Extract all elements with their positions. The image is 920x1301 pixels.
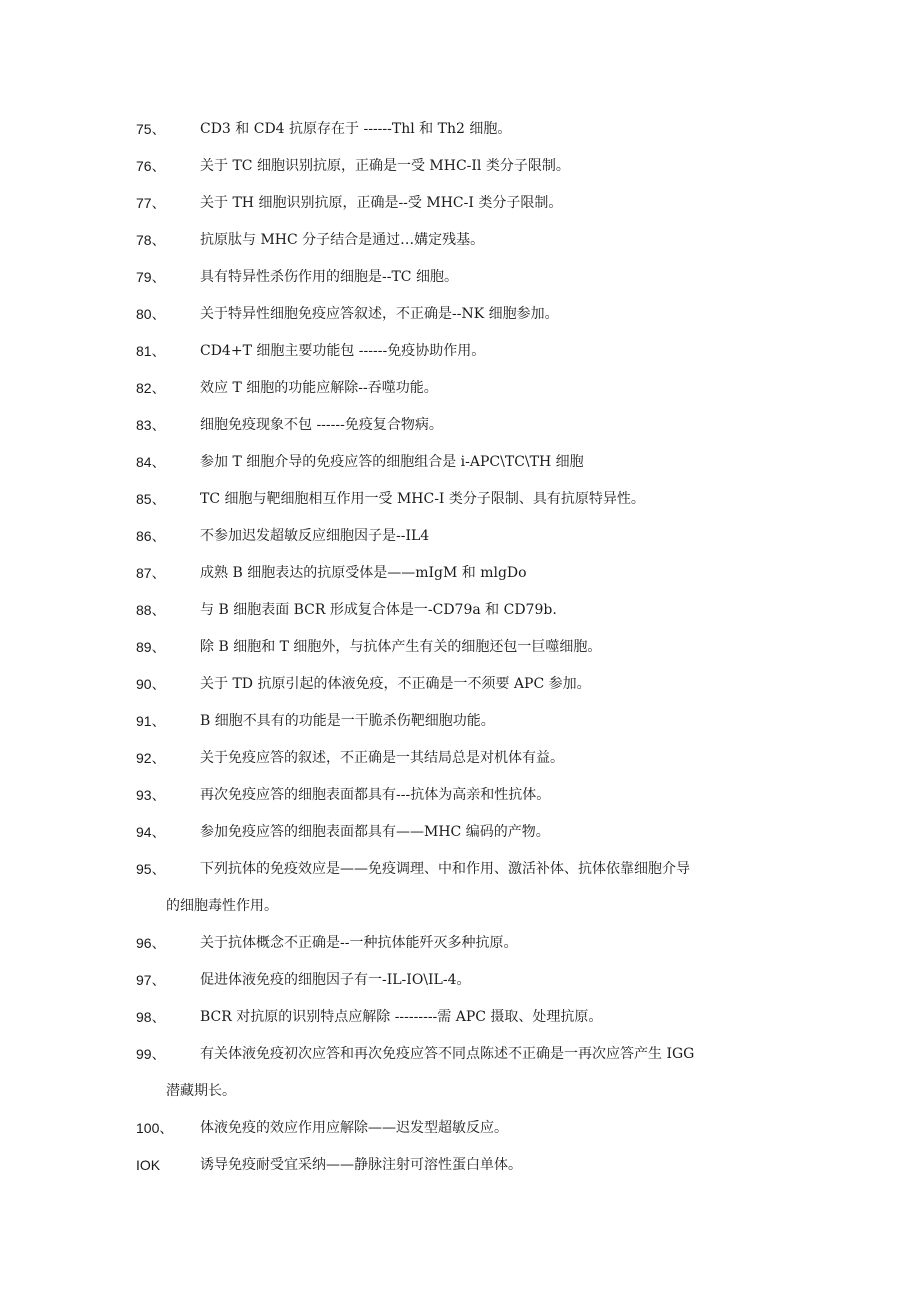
item-number: 99、 [136, 1046, 166, 1062]
item-text: 效应 T 细胞的功能应解除--吞噬功能。 [200, 380, 438, 396]
item-number: 86、 [136, 528, 166, 544]
item-number: 89、 [136, 639, 166, 655]
item-number: 92、 [136, 750, 166, 766]
item-number: 80、 [136, 306, 166, 322]
item-number: 79、 [136, 269, 166, 285]
item-number: 82、 [136, 380, 166, 396]
item-number: 85、 [136, 491, 166, 507]
item-number: 83、 [136, 417, 166, 433]
item-number: 76、 [136, 158, 166, 174]
item-text: B 细胞不具有的功能是一干脆杀伤靶细胞功能。 [200, 713, 495, 729]
item-number: 84、 [136, 454, 166, 470]
item-text: 关于特异性细胞免疫应答叙述，不正确是--NK 细胞参加。 [200, 306, 559, 322]
item-number: 78、 [136, 232, 166, 248]
item-text: 再次免疫应答的细胞表面都具有---抗体为高亲和性抗体。 [200, 787, 551, 803]
item-text: 抗原肽与 MHC 分子结合是通过…媾定残基。 [200, 232, 485, 248]
item-number: 91、 [136, 713, 166, 729]
item-text: 除 B 细胞和 T 细胞外，与抗体产生有关的细胞还包一巨噬细胞。 [200, 639, 602, 655]
item-number: IOK [136, 1157, 161, 1173]
item-number: 96、 [136, 935, 166, 951]
item-text-continuation: 的细胞毒性作用。 [166, 898, 278, 914]
item-text: 关于抗体概念不正确是--一种抗体能歼灭多种抗原。 [200, 935, 518, 951]
item-text: 关于 TC 细胞识别抗原，正确是一受 MHC-Il 类分子限制。 [200, 158, 570, 174]
item-text: 体液免疫的效应作用应解除——迟发型超敏反应。 [200, 1120, 508, 1136]
item-text: BCR 对抗原的识别特点应解除 ---------需 APC 摄取、处理抗原。 [200, 1009, 603, 1025]
item-text: 关于免疫应答的叙述，不正确是一其结局总是对机体有益。 [200, 750, 564, 766]
item-text: 下列抗体的免疫效应是——免疫调理、中和作用、激活补体、抗体依靠细胞介导 [200, 861, 690, 877]
item-text: 参加免疫应答的细胞表面都具有——MHC 编码的产物。 [200, 824, 550, 840]
item-text: 关于 TD 抗原引起的体液免疫，不正确是一不须要 APC 参加。 [200, 676, 591, 692]
item-text: 与 B 细胞表面 BCR 形成复合体是一-CD79a 和 CD79b. [200, 602, 557, 618]
item-number: 93、 [136, 787, 166, 803]
item-text: 参加 T 细胞介导的免疫应答的细胞组合是 i-APC\TC\TH 细胞 [200, 454, 584, 470]
item-text: 不参加迟发超敏反应细胞因子是--IL4 [200, 528, 430, 544]
item-number: 97、 [136, 972, 166, 988]
item-text: 细胞免疫现象不包 ------免疫复合物病。 [200, 417, 443, 433]
item-text: 具有特异性杀伤作用的细胞是--TC 细胞。 [200, 269, 458, 285]
item-text: 关于 TH 细胞识别抗原，正确是--受 MHC-I 类分子限制。 [200, 195, 563, 211]
item-number: 98、 [136, 1009, 166, 1025]
item-number: 100、 [136, 1120, 174, 1136]
item-number: 94、 [136, 824, 166, 840]
item-number: 77、 [136, 195, 166, 211]
item-text: CD3 和 CD4 抗原存在于 ------Thl 和 Th2 细胞。 [200, 121, 512, 137]
item-number: 90、 [136, 676, 166, 692]
item-text: CD4+T 细胞主要功能包 ------免疫协助作用。 [200, 343, 486, 359]
item-text: 有关体液免疫初次应答和再次免疫应答不同点陈述不正确是一再次应答产生 IGG [200, 1046, 695, 1062]
item-number: 75、 [136, 121, 166, 137]
item-text-continuation: 潜藏期长。 [166, 1083, 236, 1099]
item-number: 88、 [136, 602, 166, 618]
item-text: 成熟 B 细胞表达的抗原受体是——mIgM 和 mlgDo [200, 565, 527, 581]
item-number: 87、 [136, 565, 166, 581]
item-text: 诱导免疫耐受宜采纳——静脉注射可溶性蛋白单体。 [200, 1157, 522, 1173]
item-number: 81、 [136, 343, 166, 359]
item-text: TC 细胞与靶细胞相互作用一受 MHC-I 类分子限制、具有抗原特异性。 [200, 491, 645, 507]
item-number: 95、 [136, 861, 166, 877]
item-text: 促进体液免疫的细胞因子有一-IL-IO\IL-4。 [200, 972, 471, 988]
